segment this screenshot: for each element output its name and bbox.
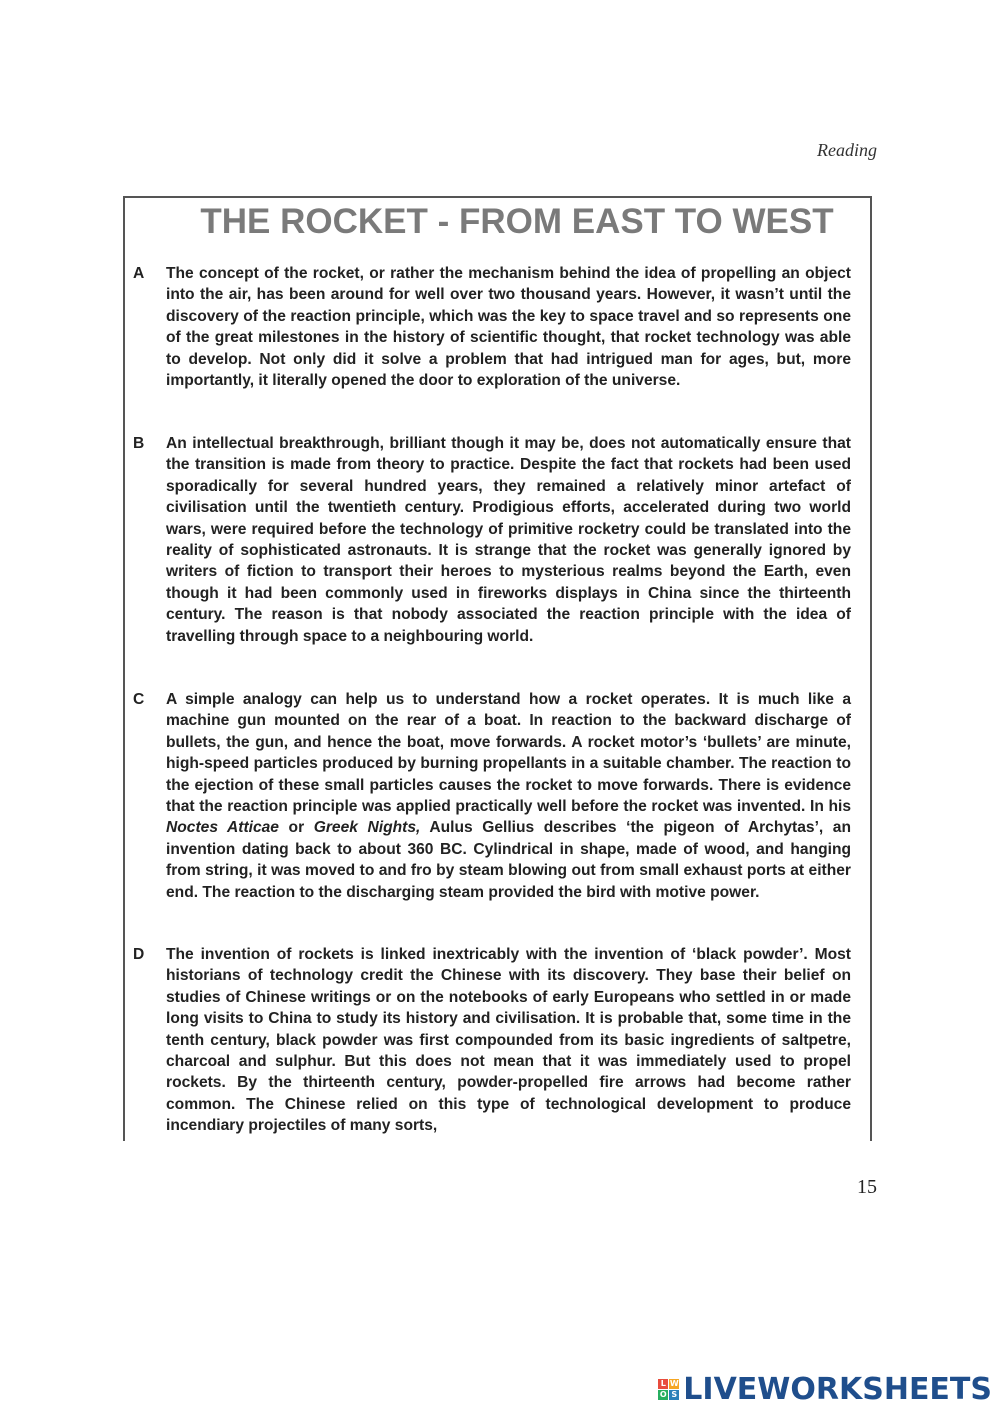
paragraph-letter: D [133,946,145,963]
paragraph-text [166,689,851,903]
paragraph-text-part: A simple analogy can help us to understand how a rocket operates. It is much like a machine gun mounted on the rear of a boat. In reaction to the backward discharge of bullets, the gun, and hence the boat, move forwards. A rocket motor’s ‘bullets’ are minute, high-speed particles produced by burning propellants in a suitable chamber. The reaction to the ejection of these small particles causes the rocket to move forwards. There is evidence that the reaction principle was applied practically well before the rocket was invented. In his [166,691,851,816]
paragraph-text: An intellectual breakthrough, brilliant though it may be, does not automatically ensure that the transition is made from theory to practice. Despite the fact that rockets had been used sporadically for several hundred years, they remained a relatively minor artefact of civilisation until the twentieth century. Prodigious efforts, accelerated during two world wars, were required before the technology of primitive rocketry could be translated into the reality of sophisticated astronauts. It is strange that the rocket was generally ignored by writers of fiction to transport their heroes to mysterious realms beyond the Earth, even though it had been commonly used in fireworks displays in China since the thirteenth century. The reason is that nobody associated the reaction principle with the idea of travelling through space to a neighbouring world. [166,435,851,645]
article-title: THE ROCKET - FROM EAST TO WEST [200,202,834,241]
paragraph-letter: B [133,435,145,452]
logo-cell: O [659,1390,667,1399]
liveworksheets-watermark [658,1372,992,1407]
paragraph-b [133,433,851,647]
paragraph-a [133,263,851,391]
logo-cell: W [669,1379,679,1388]
liveworksheets-logo-icon [658,1379,679,1400]
paragraph-text-part: Aulus Gellius describes ‘the pigeon of Archytas’, an invention dating back to about 360 BC. Cylindrical in shape, made of wood, and hanging from string, it was moved to and fro by steam blowing out from small exhaust ports at either end. The reaction to the discharging steam provided the bird with motive power. [166,819,851,901]
paragraph-text-part: or [278,819,314,837]
watermark-text: LIVEWORKSHEETS [683,1372,992,1407]
book-title-latin: Noctes Atticae [166,819,279,837]
paragraph-text: The concept of the rocket, or rather the mechanism behind the idea of propelling an object into the air, has been around for well over two thousand years. However, it wasn’t until the discovery of the reaction principle, which was the key to space travel and so represents one of the great milestones in the history of scientific thought, that rocket technology was able to develop. Not only did it solve a problem that had intrigued man for ages, but, more importantly, it literally opened the door to exploration of the universe. [166,265,851,390]
paragraph-letter: C [133,691,145,708]
book-title-english: Greek Nights, [313,819,421,837]
paragraph-letter: A [133,265,145,282]
logo-cell: S [669,1390,679,1400]
paragraph-c [133,689,851,903]
section-label: Reading [817,140,877,160]
paragraph-d [133,944,851,1137]
logo-cell: L [658,1379,668,1389]
paragraph-text: The invention of rockets is linked inextricably with the invention of ‘black powder’. Most historians of technology credit the Chinese with its discovery. They base their belief on studies of Chinese writings or on the notebooks of early Europeans who settled in or made long visits to China to study its history and civilisation. It is probable that, some time in the tenth century, black powder was first compounded from its basic ingredients of saltpetre, charcoal and sulphur. But this does not mean that it was immediately used to propel rockets. By the thirteenth century, powder-propelled fire arrows had become rather common. The Chinese relied on this type of technological development to produce incendiary projectiles of many sorts, [166,946,851,1135]
page-number: 15 [857,1176,877,1198]
